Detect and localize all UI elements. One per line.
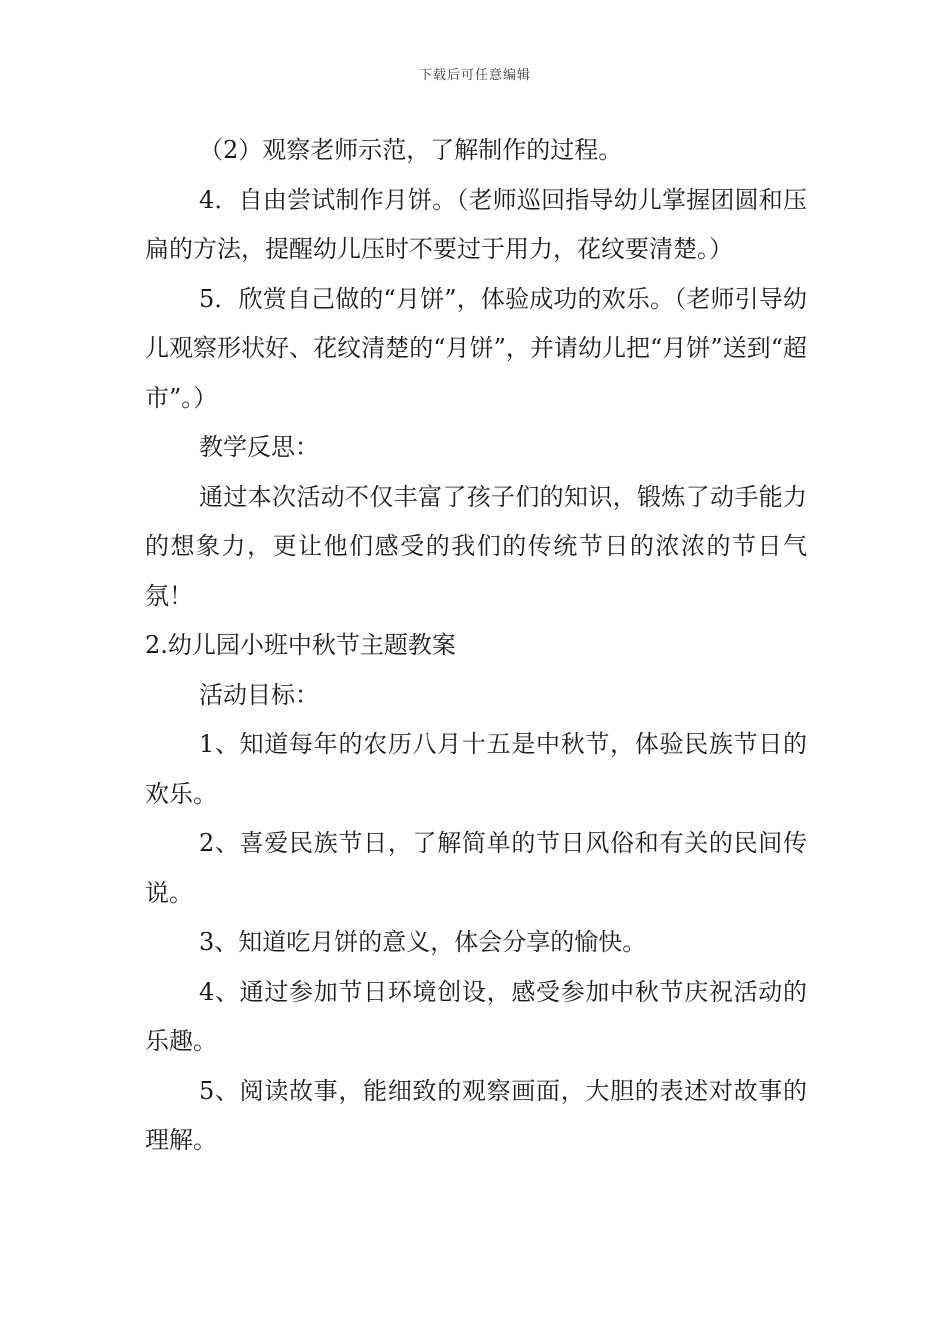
- body-paragraph: 通过本次活动不仅丰富了孩子们的知识，锻炼了动手能力的想象力，更让他们感受的我们的传统节日的浓浓的节日气氛！: [145, 482, 807, 610]
- body-paragraph: 4．自由尝试制作月饼。（老师巡回指导幼儿掌握团圆和压扁的方法，提醒幼儿压时不要过于用力，花纹要清楚。）: [145, 185, 807, 263]
- body-paragraph: 4、通过参加节日环境创设，感受参加中秋节庆祝活动的乐趣。: [145, 977, 807, 1055]
- body-paragraph: （2）观察老师示范，了解制作的过程。: [199, 136, 623, 164]
- body-paragraph: 活动目标：: [199, 680, 319, 709]
- document-body: [145, 126, 807, 1166]
- body-paragraph: 5．欣赏自己做的“月饼”，体验成功的欢乐。（老师引导幼儿观察形状好、花纹清楚的“月饼”，并请幼儿把“月饼”送到“超市”。）: [145, 284, 807, 412]
- body-paragraph: 2、喜爱民族节日，了解简单的节日风俗和有关的民间传说。: [145, 829, 807, 907]
- body-paragraph: 3、知道吃月饼的意义，体会分享的愉快。: [199, 928, 647, 956]
- page-header-note: 下载后可任意编辑: [418, 68, 531, 83]
- body-paragraph: 1、知道每年的农历八月十五是中秋节，体验民族节日的欢乐。: [145, 730, 807, 808]
- section-heading: 2.幼儿园小班中秋节主题教案: [145, 631, 456, 659]
- body-paragraph: 教学反思：: [199, 433, 319, 461]
- body-paragraph: 5、阅读故事，能细致的观察画面，大胆的表述对故事的理解。: [145, 1076, 807, 1154]
